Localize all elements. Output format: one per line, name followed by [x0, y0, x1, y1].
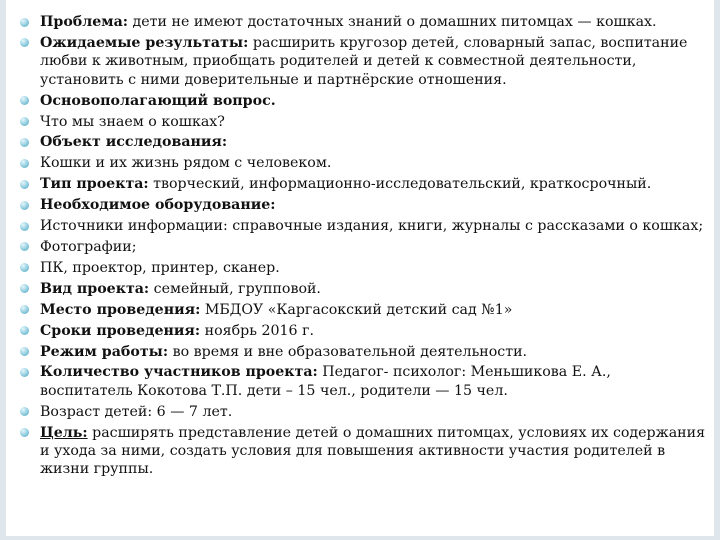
list-item-question [18, 113, 708, 131]
list-item-age [18, 403, 708, 421]
item-text: Педагог- психолог: Меньшикова Е. А., воспитатель Кокотова Т.П. дети – 15 чел., родители — 15 чел. [40, 364, 611, 399]
list-item-sources [18, 217, 708, 235]
bullet-icon [20, 18, 29, 27]
list-item-expected-results [18, 34, 708, 89]
bullet-icon [20, 263, 29, 272]
bullet-icon [20, 222, 29, 231]
item-text: Что мы знаем о кошках? [40, 113, 225, 130]
item-heading: Основополагающий вопрос. [40, 92, 276, 109]
item-heading: Вид проекта: [40, 280, 150, 297]
item-heading: Место проведения: [40, 301, 201, 318]
item-heading: Проблема: [40, 14, 129, 30]
bullet-icon [20, 242, 29, 251]
item-text: во время и вне образовательной деятельности. [168, 343, 528, 360]
bullet-icon [20, 96, 29, 105]
item-text: расширить кругозор детей, словарный запас, воспитание любви к животным, приобщать родителей и детей к совместной деятельности, установить с ними доверительные и партнёрские отношения. [40, 34, 688, 88]
item-text: дети не имеют достаточных знаний о домашних питомцах — кошках. [128, 14, 657, 30]
bullet-icon [20, 159, 29, 168]
item-text: ноябрь 2016 г. [200, 322, 315, 339]
item-text: творческий, информационно-исследовательский, краткосрочный. [148, 176, 652, 193]
bullet-icon [20, 305, 29, 314]
list-item-devices [18, 259, 708, 277]
bullet-icon [20, 368, 29, 377]
list-item-photos [18, 238, 708, 256]
list-item-location [18, 301, 708, 319]
list-item-dates [18, 322, 708, 340]
list-item-research-object [18, 133, 708, 151]
item-heading: Режим работы: [40, 343, 169, 360]
list-item-participants [18, 363, 708, 400]
bullet-icon [20, 201, 29, 210]
bullet-icon [20, 38, 29, 47]
list-item-goal [18, 424, 708, 479]
list-item-project-type [18, 175, 708, 193]
list-item-problem [18, 13, 708, 31]
item-text: Фотографии; [40, 238, 137, 255]
bullet-icon [20, 180, 29, 189]
item-text: МБДОУ «Каргасокский детский сад №1» [200, 301, 513, 318]
item-text: семейный, групповой. [149, 280, 321, 297]
item-text: Кошки и их жизнь рядом с человеком. [40, 155, 332, 172]
bullet-icon [20, 326, 29, 335]
bullet-icon [20, 138, 29, 147]
bullet-list [18, 13, 708, 481]
bullet-icon [20, 428, 29, 437]
item-heading: Объект исследования: [40, 134, 228, 151]
bullet-icon [20, 347, 29, 356]
list-item-schedule [18, 343, 708, 361]
list-item-key-question [18, 92, 708, 110]
item-text: Источники информации: справочные издания, книги, журналы с рассказами о кошках; [40, 218, 704, 235]
list-item-project-kind [18, 280, 708, 298]
item-text: ПК, проектор, принтер, сканер. [40, 259, 280, 276]
item-text: Возраст детей: 6 — 7 лет. [40, 403, 233, 420]
bottom-border-bar [0, 536, 720, 540]
list-item-equipment [18, 196, 708, 214]
right-border-bar [714, 0, 720, 540]
item-text: расширять представление детей о домашних питомцах, условиях их содержания и ухода за ними, создать условия для повышения активности участия родителей в жизни группы. [40, 424, 706, 478]
item-heading: Тип проекта: [40, 176, 149, 193]
item-heading: Ожидаемые результаты: [40, 34, 249, 51]
bullet-icon [20, 284, 29, 293]
item-heading: Сроки проведения: [40, 322, 201, 339]
left-border-bar [0, 0, 6, 540]
item-heading: Необходимое оборудование: [40, 197, 276, 214]
bullet-icon [20, 117, 29, 126]
bullet-icon [20, 407, 29, 416]
item-heading: Количество участников проекта: [40, 364, 318, 381]
item-heading: Цель: [40, 424, 88, 441]
list-item-research-object-text [18, 154, 708, 172]
